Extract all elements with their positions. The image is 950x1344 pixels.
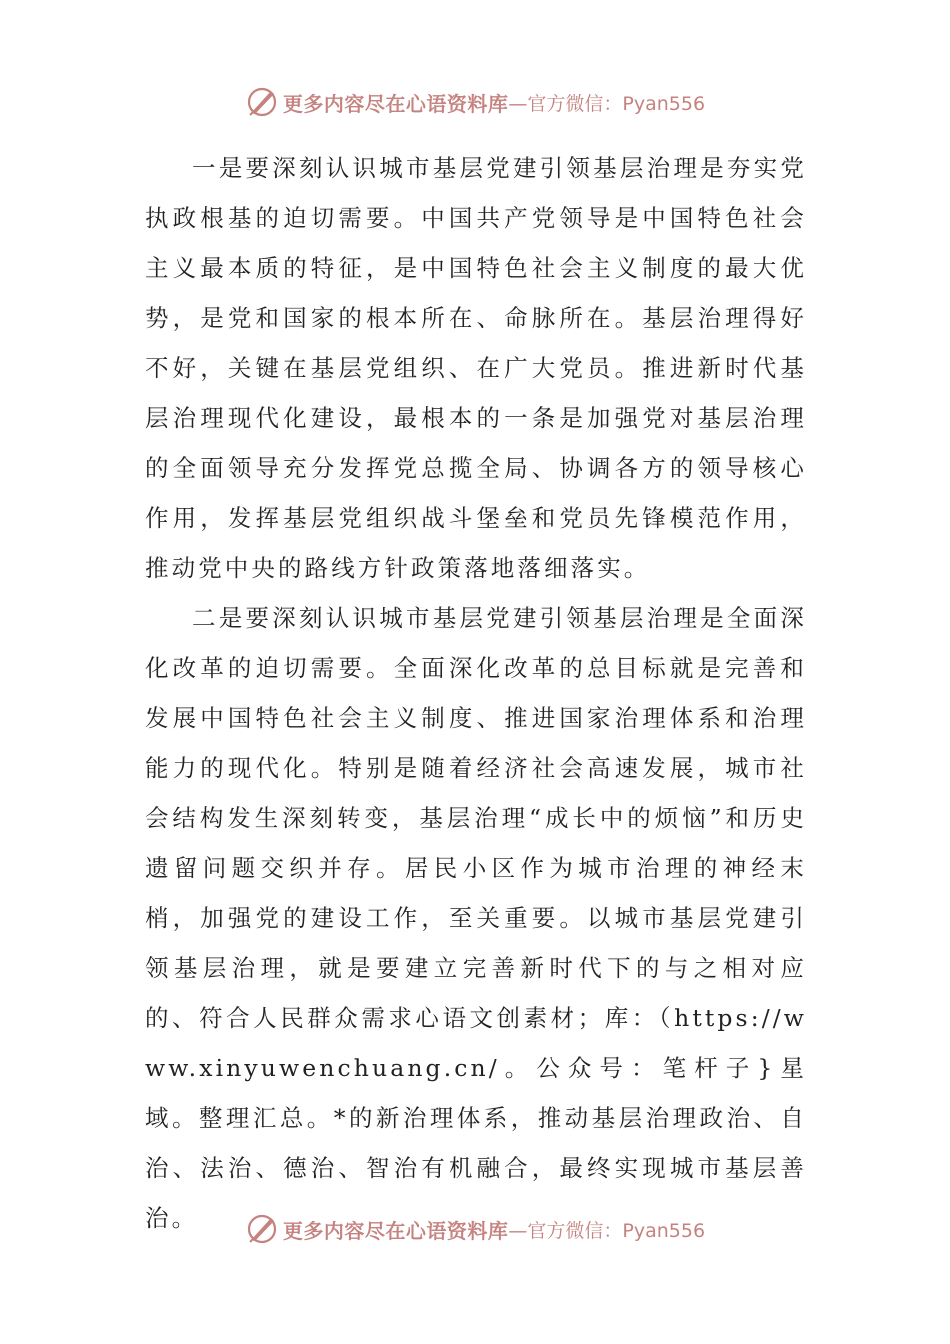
header-promo-text: 更多内容尽在心语资料库 [282, 91, 509, 116]
header-watermark-banner [0, 82, 950, 122]
footer-promo-text: 更多内容尽在心语资料库 [282, 1218, 509, 1243]
paragraph-1: 一是要深刻认识城市基层党建引领基层治理是夯实党执政根基的迫切需要。中国共产党领导是中国特色社会主义最本质的特征，是中国特色社会主义制度的最大优势，是党和国家的根本所在、命脉所在。基层治理得好不好，关键在基层党组织、在广大党员。推进新时代基层治理现代化建设，最根本的一条是加强党对基层治理的全面领导充分发挥党总揽全局、协调各方的领导核心作用，发挥基层党组织战斗堡垒和党员先锋模范作用，推动党中央的路线方针政策落地落细落实。 [145, 154, 807, 582]
quill-logo-icon [245, 1212, 279, 1246]
header-wechat-text: —官方微信：Pyan556 [508, 92, 706, 115]
footer-watermark-banner [0, 1209, 950, 1249]
footer-wechat-text: —官方微信：Pyan556 [508, 1219, 706, 1242]
document-body [145, 143, 807, 1243]
paragraph-2: 二是要深刻认识城市基层党建引领基层治理是全面深化改革的迫切需要。全面深化改革的总目标就是完善和发展中国特色社会主义制度、推进国家治理体系和治理能力的现代化。特别是随着经济社会高速发展，城市社会结构发生深刻转变，基层治理“成长中的烦恼”和历史遗留问题交织并存。居民小区作为城市治理的神经末梢，加强党的建设工作，至关重要。以城市基层党建引领基层治理，就是要建立完善新时代下的与之相对应的、符合人民群众需求心语文创素材；库：（https://www.xinyuwenchuang.cn/。公众号：笔杆子}星域。整理汇总。*的新治理体系，推动基层治理政治、自治、法治、德治、智治有机融合，最终实现城市基层善治。 [145, 604, 807, 1232]
quill-logo-icon [245, 85, 279, 119]
